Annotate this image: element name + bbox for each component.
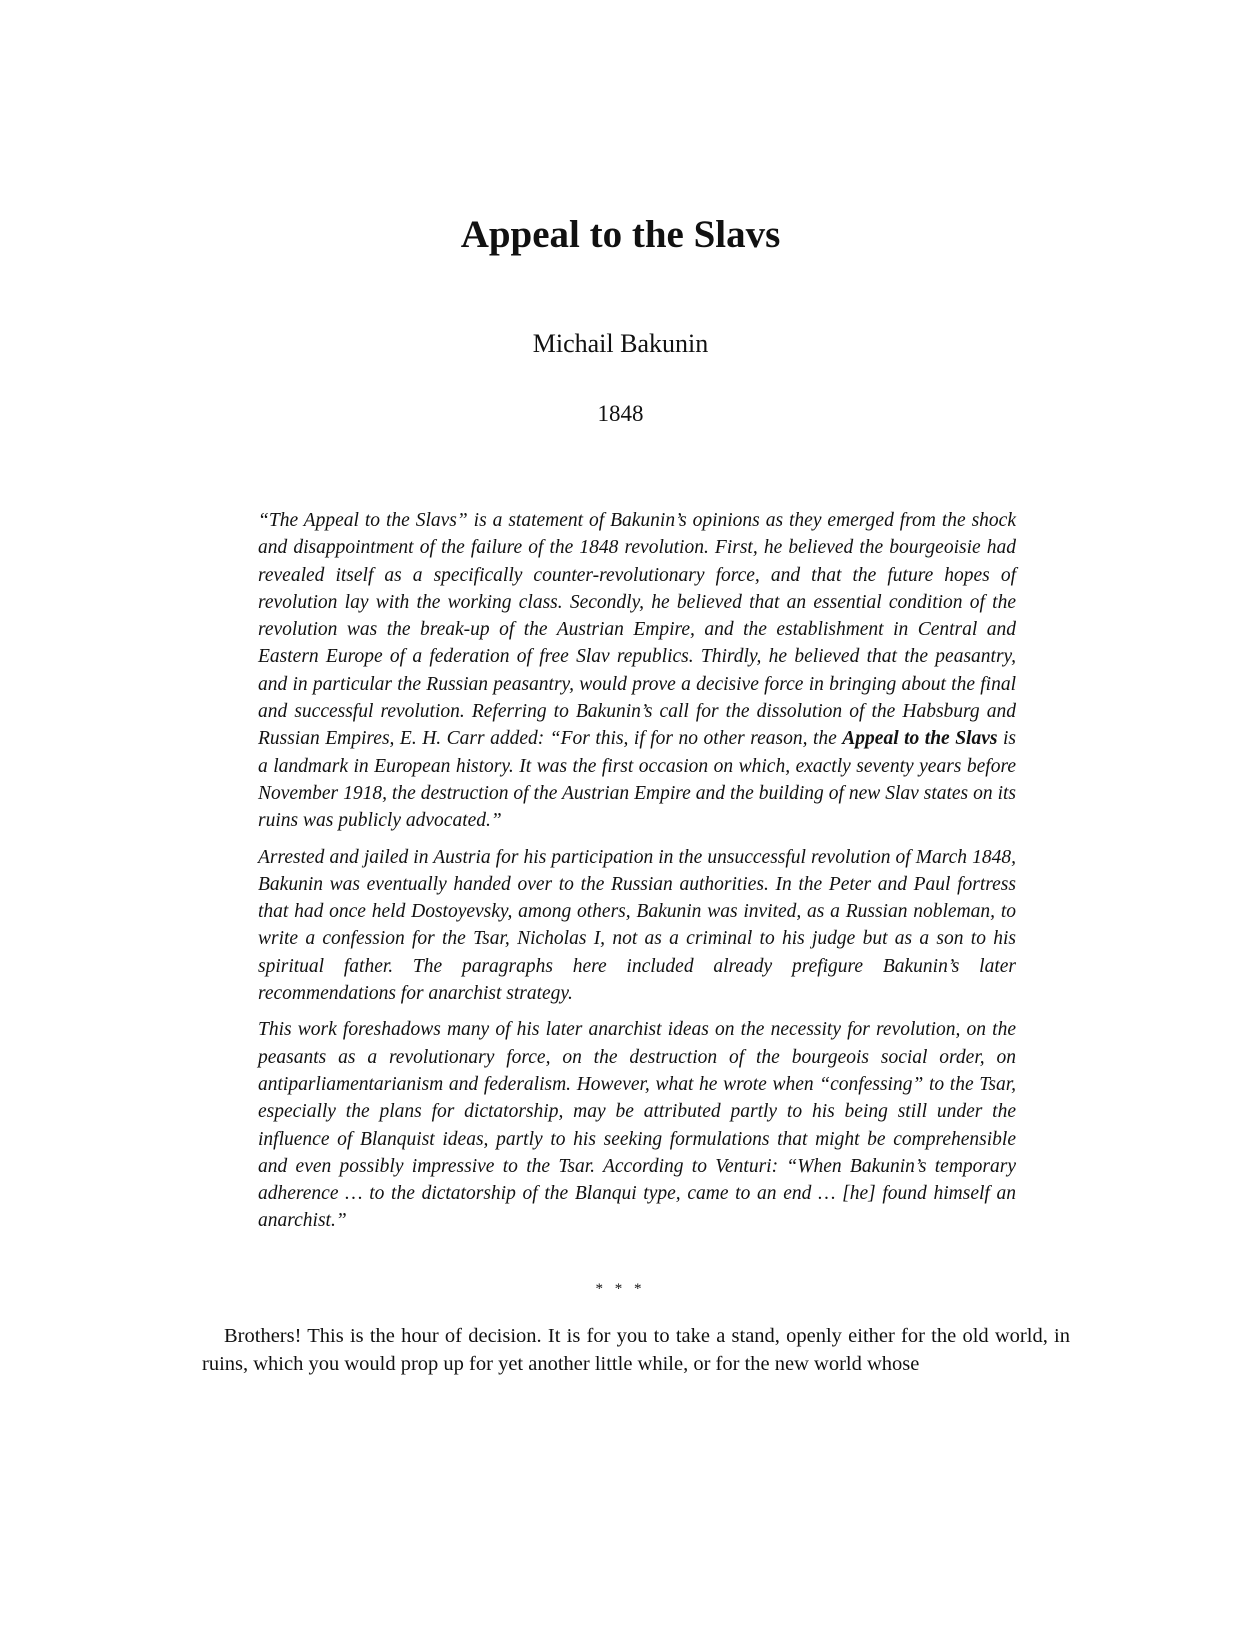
section-separator: * * *: [595, 1281, 646, 1297]
preface: [258, 507, 1016, 1244]
preface-text: “The Appeal to the Slavs” is a statement of Bakunin’s opinions as they emerged from the shock and disappointment of the failure of the 1848 revolution. First, he believed the bourgeoisie had revealed itself as a specifically counter-revolutionary force, and that the future hopes of revolution lay with the working class. Secondly, he believed that an essential condition of the revolution was the break-up of the Austrian Empire, and the establishment in Central and Eastern Europe of a federation of free Slav republics. Thirdly, he believed that the peasantry, and in particular the Russian peasantry, would prove a decisive force in bringing about the final and successful revolution. Referring to Bakunin’s call for the dissolution of the Habsburg and Russian Empires, E. H. Carr added: “For this, if for no other reason, the: [258, 510, 1016, 750]
body-paragraph: Brothers! This is the hour of decision. It is for you to take a stand, openly either for the old world, in ruins, which you would prop up for yet another little while, or for the new world whose: [202, 1325, 1070, 1375]
preface-paragraph: This work foreshadows many of his later anarchist ideas on the necessity for revolution, on the peasants as a revolutionary force, on the destruction of the bourgeois social order, on antiparliamentarianism and federalism. However, what he wrote when “confessing” to the Tsar, especially the plans for dictatorship, may be attributed partly to his being still under the influence of Blanquist ideas, partly to his seeking formulations that might be comprehensible and even possibly impressive to the Tsar. According to Venturi: “When Bakunin’s temporary adherence … to the dictatorship of the Blanqui type, came to an end … [he] found himself an anarchist.”: [258, 1019, 1016, 1232]
document-title: Appeal to the Slavs: [460, 213, 781, 256]
preface-text: is a landmark in European history. It was the first occasion on which, exactly seventy years before November 1918, the destruction of the Austrian Empire and the building of new Slav states on its ruins was publicly advocated.”: [258, 728, 1016, 832]
document-author: Michail Bakunin: [532, 329, 709, 358]
preface-paragraph: [258, 507, 1016, 835]
preface-bold-title: Appeal to the Slavs: [842, 728, 998, 750]
preface-paragraph: Arrested and jailed in Austria for his participation in the unsuccessful revolution of March 1848, Bakunin was eventually handed over to the Russian authorities. In the Peter and Paul fortress that had once held Dostoyevsky, among others, Bakunin was invited, as a Russian nobleman, to write a confession for the Tsar, Nicholas I, not as a criminal to his judge but as a son to his spiritual father. The paragraphs here included already prefigure Bakunin’s later recommendations for anarchist strategy.: [258, 846, 1016, 1005]
document-year: 1848: [597, 401, 644, 426]
